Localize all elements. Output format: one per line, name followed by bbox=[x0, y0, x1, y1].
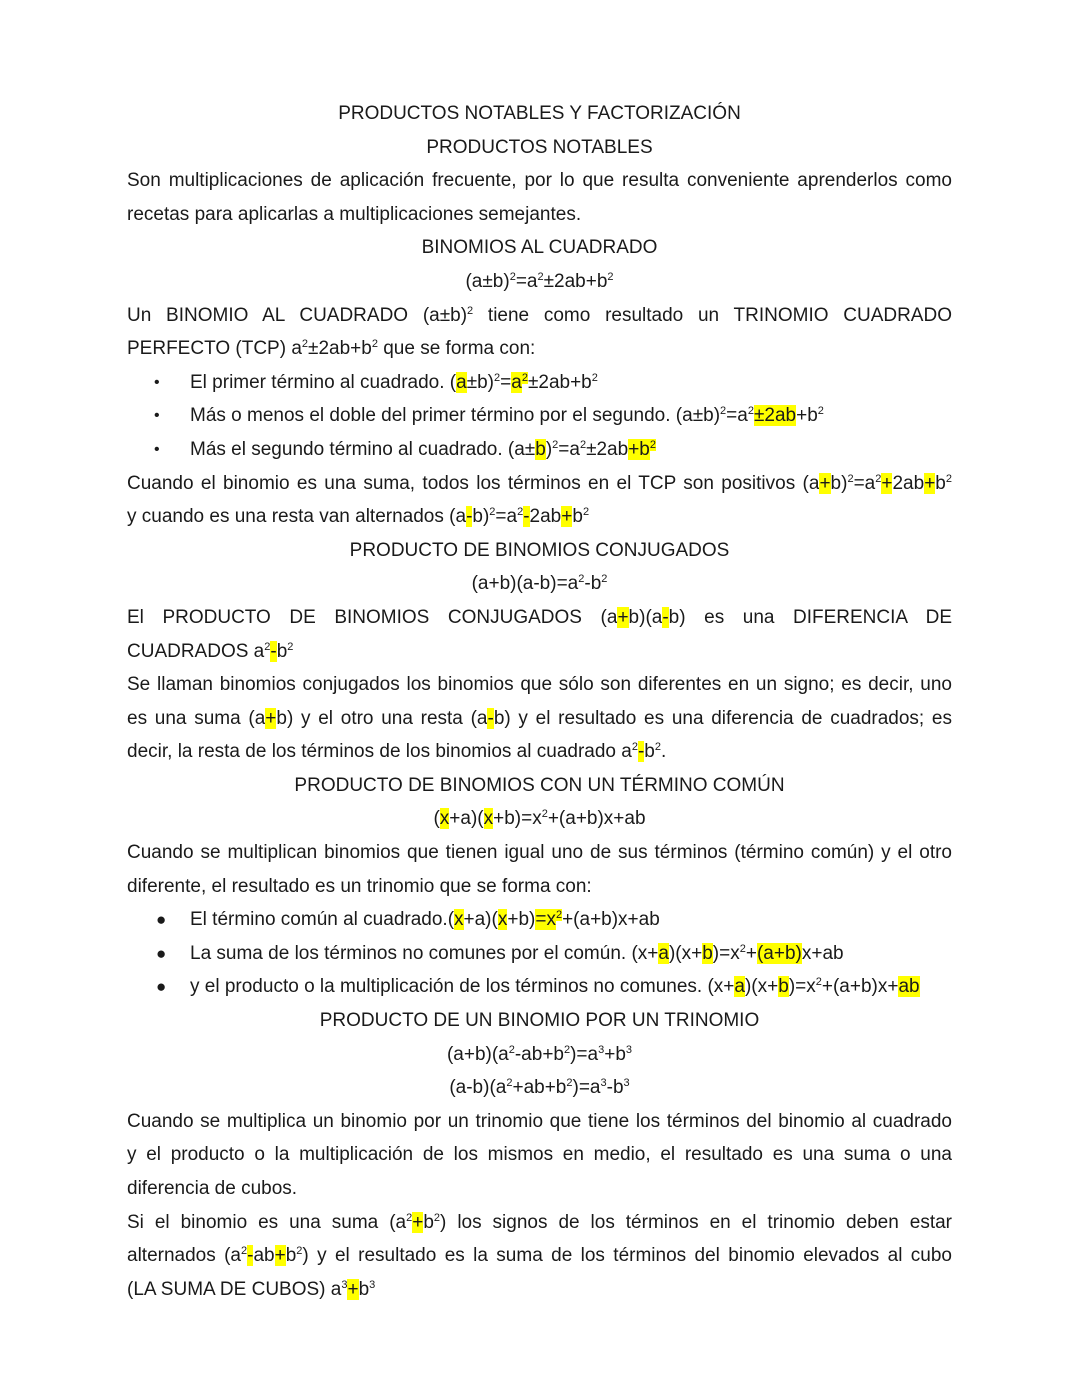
superscript: 2 bbox=[631, 741, 638, 754]
highlighted-text: + bbox=[924, 472, 936, 494]
text-run: )(x+ bbox=[744, 976, 779, 998]
text-run: )=a bbox=[570, 1043, 599, 1065]
highlighted-text: b bbox=[535, 438, 546, 460]
heading-line bbox=[127, 231, 952, 265]
heading-line bbox=[127, 131, 952, 165]
superscript: 2 bbox=[579, 438, 587, 451]
text-run: +a)( bbox=[463, 909, 498, 931]
text-run: b) bbox=[830, 472, 848, 494]
superscript: 2 bbox=[720, 405, 727, 418]
line-text bbox=[422, 237, 658, 258]
text-run: =a bbox=[515, 270, 538, 292]
superscript: 2 bbox=[509, 270, 516, 283]
line-text bbox=[127, 1279, 375, 1300]
text-run: recetas para aplicarlas a multiplicaciones semejantes. bbox=[127, 203, 582, 225]
superscript: 2 bbox=[433, 1211, 441, 1224]
text-run: alternados (a bbox=[127, 1245, 241, 1267]
line-text bbox=[190, 405, 824, 426]
line-text bbox=[127, 473, 952, 494]
line-text bbox=[127, 305, 952, 326]
text-run: PRODUCTOS NOTABLES Y FACTORIZACIÓN bbox=[338, 103, 741, 124]
superscript: 2 bbox=[301, 338, 309, 351]
highlighted-text: - bbox=[270, 640, 277, 662]
highlighted-text: ±2ab bbox=[753, 405, 797, 427]
line-text bbox=[127, 170, 952, 191]
line-text bbox=[127, 1144, 952, 1165]
bullet-item bbox=[127, 366, 952, 400]
line-text bbox=[127, 1111, 952, 1132]
highlighted-text: x bbox=[454, 909, 464, 931]
text-run: PRODUCTO DE UN BINOMIO POR UN TRINOMIO bbox=[319, 1010, 760, 1032]
highlighted-text: + bbox=[617, 606, 629, 628]
paragraph-line bbox=[127, 870, 952, 904]
text-run: b bbox=[644, 741, 655, 763]
highlighted-text: + bbox=[819, 472, 831, 494]
bullet-item bbox=[127, 433, 952, 467]
highlighted-text: - bbox=[523, 506, 530, 528]
highlighted-text: a bbox=[734, 976, 745, 998]
text-run: (a±b) bbox=[465, 270, 510, 292]
text-run: -ab+b bbox=[514, 1043, 564, 1065]
highlighted-text: 2 bbox=[521, 371, 528, 384]
line-text bbox=[190, 976, 920, 997]
superscript: 2 bbox=[537, 270, 544, 283]
line-text bbox=[320, 1010, 760, 1031]
paragraph-line bbox=[127, 735, 952, 769]
text-run: (a+b)(a bbox=[446, 1043, 509, 1065]
text-run: b bbox=[935, 472, 946, 494]
text-run: ±2ab+b bbox=[527, 371, 592, 393]
bullet-icon: • bbox=[154, 440, 160, 458]
text-run: +a)( bbox=[449, 808, 484, 830]
text-run: b)(a bbox=[628, 606, 663, 628]
text-run: )=a bbox=[572, 1077, 601, 1099]
superscript: 2 bbox=[241, 1245, 248, 1258]
text-run: BINOMIOS AL CUADRADO bbox=[421, 237, 658, 259]
superscript: 3 bbox=[369, 1278, 376, 1291]
line-text bbox=[127, 741, 666, 762]
text-run: El primer término al cuadrado. ( bbox=[190, 371, 457, 393]
highlighted-text: x bbox=[483, 808, 494, 830]
heading-line bbox=[127, 802, 952, 836]
line-text bbox=[127, 876, 592, 897]
line-text bbox=[433, 808, 645, 829]
line-text bbox=[449, 1077, 629, 1098]
bullet-icon: ● bbox=[156, 910, 167, 930]
superscript: 2 bbox=[817, 405, 824, 418]
superscript: 3 bbox=[625, 1043, 633, 1056]
highlighted-text: a bbox=[658, 942, 669, 964]
superscript: 2 bbox=[815, 976, 822, 989]
text-run: ±2ab bbox=[586, 438, 629, 460]
line-text bbox=[190, 439, 656, 460]
line-text bbox=[127, 506, 589, 527]
text-run: ) bbox=[545, 438, 553, 460]
text-run: =a bbox=[495, 506, 518, 528]
text-run: =a bbox=[558, 438, 580, 460]
text-run: ±b) bbox=[466, 371, 495, 393]
text-run: ) y el resultado es la suma de los términos del binomio elevados al cubo bbox=[302, 1245, 952, 1267]
text-run: +(a+b)x+ab bbox=[562, 909, 660, 931]
text-run: -b bbox=[584, 573, 602, 595]
paragraph-line bbox=[127, 1138, 952, 1172]
text-run: +(a+b)x+ab bbox=[547, 808, 646, 830]
superscript: 2 bbox=[406, 1211, 413, 1224]
bullet-icon: • bbox=[154, 407, 160, 425]
highlighted-text: ab bbox=[898, 976, 920, 998]
superscript: 2 bbox=[591, 371, 598, 384]
superscript: 2 bbox=[489, 506, 496, 519]
highlighted-text: - bbox=[662, 606, 669, 628]
highlighted-text: - bbox=[247, 1245, 254, 1267]
highlighted-text: (a+b) bbox=[756, 942, 802, 964]
text-run: Son multiplicaciones de aplicación frecuente, por lo que resulta conveniente aprenderlos como bbox=[127, 170, 952, 192]
superscript: 2 bbox=[508, 1043, 515, 1056]
heading-line bbox=[127, 1071, 952, 1105]
paragraph-line bbox=[127, 836, 952, 870]
text-run: b bbox=[276, 640, 288, 662]
text-run: Más o menos el doble del primer término por el segundo. (a±b) bbox=[190, 405, 721, 427]
superscript: 3 bbox=[600, 1077, 607, 1090]
highlighted-text: + bbox=[347, 1278, 359, 1300]
highlighted-text: a bbox=[511, 371, 522, 393]
superscript: 2 bbox=[467, 304, 474, 317]
superscript: 2 bbox=[875, 472, 882, 485]
paragraph-line bbox=[127, 332, 952, 366]
heading-line bbox=[127, 567, 952, 601]
bullet-icon: ● bbox=[156, 977, 167, 997]
text-run: ±2ab+b bbox=[543, 270, 608, 292]
heading-line bbox=[127, 265, 952, 299]
text-run: y el producto o la multiplicación de los mismos en medio, el resultado es una suma o una bbox=[127, 1144, 952, 1166]
text-run: b bbox=[423, 1211, 434, 1233]
text-run: =a bbox=[853, 472, 876, 494]
superscript: 2 bbox=[601, 573, 608, 586]
highlighted-text: + bbox=[412, 1211, 424, 1233]
text-run: Cuando se multiplica un binomio por un trinomio que tiene los términos del binomio al cuadrado bbox=[127, 1110, 952, 1132]
line-text bbox=[472, 573, 608, 594]
text-run: +ab+b bbox=[512, 1077, 567, 1099]
text-run: 2ab bbox=[529, 506, 562, 528]
paragraph-line bbox=[127, 1105, 952, 1139]
line-text bbox=[338, 103, 741, 124]
paragraph-line bbox=[127, 1273, 952, 1307]
line-text bbox=[350, 540, 730, 561]
superscript: 2 bbox=[552, 438, 559, 451]
text-run: (LA SUMA DE CUBOS) a bbox=[127, 1278, 342, 1300]
text-run: Más el segundo término al cuadrado. (a± bbox=[190, 438, 536, 460]
text-run: (a+b)(a-b)=a bbox=[471, 573, 579, 595]
line-text bbox=[127, 842, 952, 863]
text-run: b bbox=[358, 1278, 370, 1300]
heading-line bbox=[127, 97, 952, 131]
bullet-icon: ● bbox=[156, 943, 167, 963]
text-run: La suma de los términos no comunes por el común. (x+ bbox=[190, 942, 659, 964]
superscript: 2 bbox=[847, 472, 854, 485]
highlighted-text: + bbox=[265, 707, 277, 729]
superscript: 2 bbox=[578, 573, 585, 586]
text-run: )=x bbox=[712, 942, 740, 964]
text-run: +b)=x bbox=[493, 808, 542, 830]
text-run: -b bbox=[606, 1077, 624, 1099]
text-run: que se forma con: bbox=[377, 338, 536, 360]
text-run: Un BINOMIO AL CUADRADO (a±b) bbox=[127, 304, 468, 326]
heading-line bbox=[127, 769, 952, 803]
highlighted-text: + bbox=[881, 472, 893, 494]
heading-line bbox=[127, 534, 952, 568]
superscript: 2 bbox=[517, 506, 524, 519]
highlighted-text: + bbox=[274, 1245, 286, 1267]
bullet-item bbox=[127, 970, 952, 1004]
superscript: 2 bbox=[296, 1245, 303, 1258]
highlighted-text: 2 bbox=[555, 909, 563, 922]
paragraph-line bbox=[127, 702, 952, 736]
text-run: PERFECTO (TCP) a bbox=[127, 338, 302, 360]
highlighted-text: - bbox=[487, 707, 494, 729]
highlighted-text: b bbox=[702, 942, 713, 964]
highlighted-text: x bbox=[439, 808, 450, 830]
text-run: diferencia de cubos. bbox=[127, 1178, 298, 1199]
paragraph-line bbox=[127, 500, 952, 534]
text-run: . bbox=[660, 741, 667, 763]
text-run: b) y el otro una resta (a bbox=[276, 707, 488, 729]
paragraph-line bbox=[127, 1206, 952, 1240]
text-run: + bbox=[745, 942, 757, 964]
superscript: 2 bbox=[287, 640, 294, 653]
superscript: 2 bbox=[541, 808, 548, 821]
superscript: 2 bbox=[563, 1043, 571, 1056]
text-run: y el producto o la multiplicación de los términos no comunes. (x+ bbox=[190, 976, 735, 998]
superscript: 2 bbox=[607, 270, 614, 283]
line-text bbox=[127, 674, 952, 695]
line-text bbox=[426, 137, 652, 158]
text-run: Cuando se multiplican binomios que tienen igual uno de sus términos (término común) y el otro bbox=[127, 842, 952, 864]
text-run: ±2ab+b bbox=[308, 338, 372, 360]
text-run: tiene como resultado un TRINOMIO CUADRADO bbox=[473, 304, 952, 326]
text-run: b) es una DIFERENCIA DE bbox=[668, 606, 952, 628]
superscript: 2 bbox=[945, 472, 952, 485]
line-text bbox=[465, 271, 613, 292]
text-run: ( bbox=[433, 808, 440, 830]
text-run: )(x+ bbox=[668, 942, 703, 964]
highlighted-text: +b bbox=[628, 438, 650, 460]
text-run: diferente, el resultado es un trinomio que se forma con: bbox=[127, 875, 592, 897]
highlighted-text: =x bbox=[535, 909, 556, 931]
line-text bbox=[127, 708, 952, 729]
superscript: 2 bbox=[739, 942, 746, 955]
text-run: y cuando es una resta van alternados (a bbox=[127, 506, 467, 528]
superscript: 2 bbox=[371, 338, 378, 351]
text-run: b bbox=[572, 506, 583, 528]
superscript: 2 bbox=[566, 1077, 573, 1090]
paragraph-line bbox=[127, 1172, 952, 1206]
text-run: PRODUCTO DE BINOMIOS CONJUGADOS bbox=[349, 539, 730, 561]
text-run: PRODUCTO DE BINOMIOS CON UN TÉRMINO COMÚN bbox=[294, 774, 785, 796]
bullet-icon: • bbox=[154, 373, 160, 391]
text-run: (a-b)(a bbox=[449, 1077, 507, 1099]
text-run: decir, la resta de los términos de los binomios al cuadrado a bbox=[127, 741, 632, 763]
line-text bbox=[447, 1044, 632, 1065]
paragraph-line bbox=[127, 635, 952, 669]
text-run: Si el binomio es una suma (a bbox=[127, 1211, 407, 1233]
highlighted-text: 2 bbox=[649, 438, 656, 451]
line-text bbox=[127, 204, 581, 225]
text-run: +(a+b)x+ bbox=[821, 976, 899, 998]
text-run: El término común al cuadrado.( bbox=[190, 909, 455, 931]
text-run: b bbox=[285, 1245, 297, 1267]
text-run: Se llaman binomios conjugados los binomios que sólo son diferentes en un signo; es decir, uno bbox=[127, 674, 952, 696]
text-run: es una suma (a bbox=[127, 707, 266, 729]
paragraph-line bbox=[127, 198, 952, 232]
text-run: PRODUCTOS NOTABLES bbox=[426, 136, 653, 158]
highlighted-text: - bbox=[637, 741, 645, 763]
text-run: ) los signos de los términos en el trinomio deben estar bbox=[440, 1211, 952, 1233]
superscript: 2 bbox=[747, 405, 754, 418]
text-run: Cuando el binomio es una suma, todos los términos en el TCP son positivos (a bbox=[127, 472, 820, 494]
superscript: 2 bbox=[582, 506, 590, 519]
text-run: +b bbox=[796, 405, 818, 427]
highlighted-text: b bbox=[778, 976, 789, 998]
superscript: 2 bbox=[654, 741, 661, 754]
text-run: +b bbox=[604, 1043, 626, 1065]
highlighted-text: - bbox=[466, 506, 473, 528]
text-run: El PRODUCTO DE BINOMIOS CONJUGADOS (a bbox=[127, 606, 618, 628]
line-text bbox=[127, 607, 952, 628]
text-run: x+ab bbox=[801, 942, 844, 964]
line-text bbox=[190, 372, 598, 393]
superscript: 3 bbox=[598, 1043, 605, 1056]
paragraph-line bbox=[127, 467, 952, 501]
line-text bbox=[127, 1178, 297, 1199]
line-text bbox=[127, 641, 293, 662]
heading-line bbox=[127, 1038, 952, 1072]
bullet-item bbox=[127, 903, 952, 937]
paragraph-line bbox=[127, 1239, 952, 1273]
paragraph-line bbox=[127, 164, 952, 198]
heading-line bbox=[127, 1004, 952, 1038]
text-run: 2ab bbox=[892, 472, 925, 494]
line-text bbox=[190, 943, 844, 964]
superscript: 3 bbox=[341, 1278, 348, 1291]
highlighted-text: a bbox=[456, 371, 467, 393]
text-run: +b) bbox=[507, 909, 536, 931]
highlighted-text: x bbox=[497, 909, 508, 931]
superscript: 2 bbox=[506, 1077, 513, 1090]
paragraph-line bbox=[127, 601, 952, 635]
bullet-item bbox=[127, 937, 952, 971]
superscript: 3 bbox=[623, 1077, 630, 1090]
document-page bbox=[127, 97, 952, 1306]
bullet-item bbox=[127, 399, 952, 433]
text-run: = bbox=[500, 371, 512, 393]
text-run: CUADRADOS a bbox=[127, 640, 265, 662]
superscript: 2 bbox=[264, 640, 271, 653]
line-text bbox=[127, 1245, 952, 1266]
text-run: =a bbox=[726, 405, 748, 427]
line-text bbox=[127, 1212, 952, 1233]
text-run: )=x bbox=[788, 976, 816, 998]
text-run: ab bbox=[253, 1245, 275, 1267]
line-text bbox=[127, 338, 535, 359]
text-run: b) bbox=[472, 506, 490, 528]
highlighted-text: + bbox=[561, 506, 573, 528]
superscript: 2 bbox=[494, 371, 501, 384]
paragraph-line bbox=[127, 299, 952, 333]
paragraph-line bbox=[127, 668, 952, 702]
line-text bbox=[294, 775, 784, 796]
text-run: b) y el resultado es una diferencia de cuadrados; es bbox=[493, 707, 952, 729]
line-text bbox=[190, 909, 660, 930]
